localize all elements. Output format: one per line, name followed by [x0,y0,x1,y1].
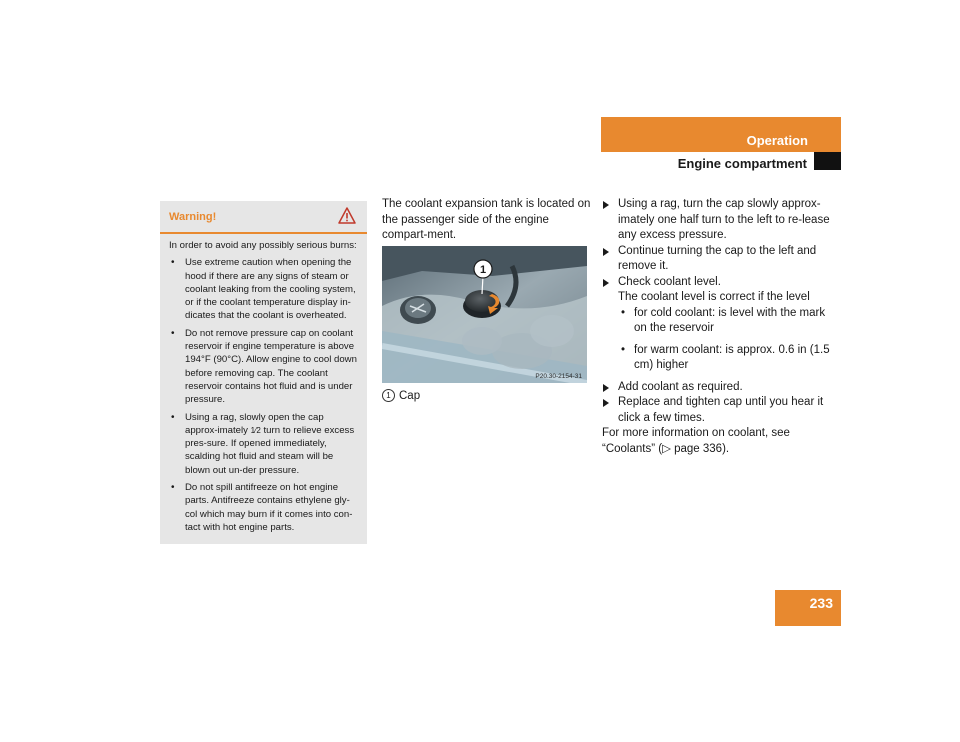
caption-number: 1 [382,389,395,402]
warning-item [169,411,358,477]
photo-caption [382,389,420,404]
level-list [602,306,832,374]
header-section-box [601,117,841,152]
middle-column [382,197,592,244]
fraction-half: 1⁄2 [250,425,261,435]
step-replace-cap: Replace and tighten cap until you hear it click a few times. [602,395,832,426]
warning-item: • Do not remove pressure cap on coolant reservoir if engine temperature is above 194°F (90°C). Allow engine to cool down before removing cap. The coolant reservoir contains hot fluid and is under pressure. [169,327,358,407]
step-check-level: Check coolant level. [602,275,832,291]
callout-number: 1 [479,264,487,276]
level-item-warm: • for warm coolant: is approx. 0.6 in (1.5 cm) higher [618,343,832,374]
warning-intro: In order to avoid any possibly serious burns: [169,240,357,251]
level-description: The coolant level is correct if the level [618,291,810,303]
warning-item: • Do not spill antifreeze on hot engine parts. Antifreeze contains ethylene gly-col which may burn if it comes into con-tact with hot engine parts. [169,481,358,534]
warning-item-text: Using a rag, slowly open the cap approx-imately [185,411,324,436]
section-title: Operation [746,133,808,148]
coolant-tank-intro: The coolant expansion tank is located on the passenger side of the engine compart-ment. [382,198,591,241]
warning-header [160,201,367,234]
warning-item: • Use extreme caution when opening the hood if there are any signs of steam or coolant leaking from the cooling system, or if the coolant temperature display in-dicates that the coolant is overheated. [169,256,358,322]
right-column [602,197,832,457]
step-add-coolant: Add coolant as required. [602,380,832,396]
warning-body [160,234,367,534]
engine-compartment-photo [382,246,587,383]
page-number-box [775,590,841,626]
warning-triangle-icon [338,207,356,229]
step-release-pressure: Using a rag, turn the cap slowly approx-imately one half turn to the left to re-lease any excess pressure. [602,197,832,244]
warning-list [169,256,358,534]
warning-box [160,201,367,544]
page-number: 233 [809,595,833,611]
photo-reference-label: P20.30-2154-31 [535,373,582,380]
header-marker [814,152,841,170]
warning-item-text: turn to relieve excess pres-sure. If opened immediately, scalding hot fluid and steam will be blown out un-der pressure. [185,424,355,476]
level-item-cold: • for cold coolant: is level with the mark on the reservoir [618,306,832,337]
step-remove-cap: Continue turning the cap to the left and remove it. [602,244,832,275]
caption-text: Cap [399,390,421,402]
more-info-reference: For more information on coolant, see “Coolants” (▷ page 336). [602,427,790,455]
warning-title: Warning! [169,211,217,223]
subsection-title: Engine compartment [677,156,807,171]
